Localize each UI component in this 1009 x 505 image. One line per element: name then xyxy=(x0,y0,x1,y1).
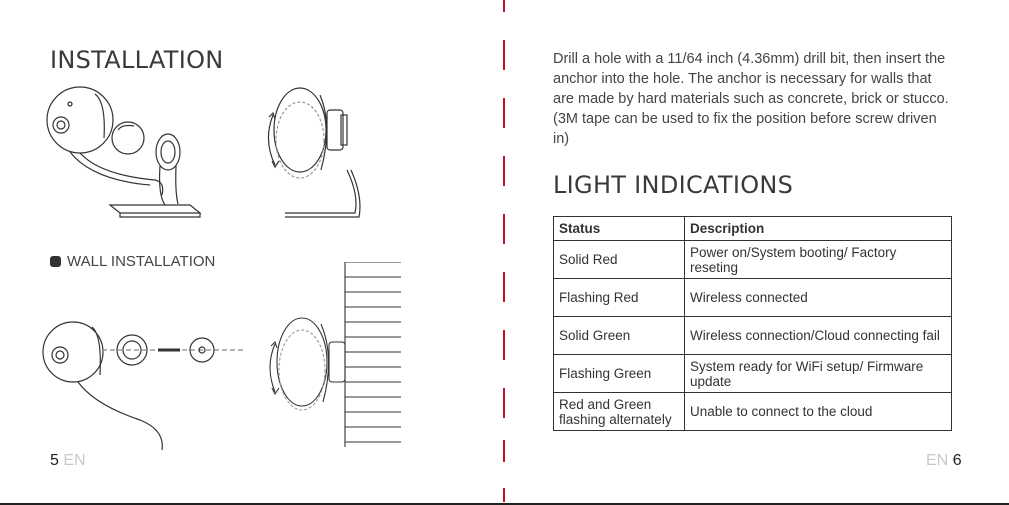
table-row xyxy=(554,317,952,355)
description-cell: System ready for WiFi setup/ Firmware update xyxy=(685,355,952,393)
desk-mount-illustration xyxy=(40,80,210,225)
light-indications-table xyxy=(553,216,952,431)
page-lang: EN xyxy=(63,452,86,469)
wall-installation-text: WALL INSTALLATION xyxy=(67,253,216,270)
table-header-row xyxy=(554,217,952,241)
light-indications-title: LIGHT INDICATIONS xyxy=(553,171,794,199)
installation-title: INSTALLATION xyxy=(50,46,224,74)
page-number: 6 xyxy=(952,452,962,469)
table-row xyxy=(554,393,952,431)
table-row xyxy=(554,279,952,317)
wall-rotation-illustration xyxy=(255,262,405,447)
description-header: Description xyxy=(685,217,952,241)
page-number: 5 xyxy=(50,452,59,469)
drill-instructions: Drill a hole with a 11/64 inch (4.36mm) drill bit, then insert the anchor into the hole. The anchor is necessary for walls that are made by hard materials such as concrete, brick or stucco. (3M tape can be used to fix the position before screw driven in) xyxy=(553,51,949,147)
description-cell: Unable to connect to the cloud xyxy=(685,393,952,431)
page-lang: EN xyxy=(926,452,949,469)
wall-mount-parts-illustration xyxy=(40,310,245,455)
status-cell: Red and Green flashing alternately xyxy=(554,393,685,431)
page-number-left xyxy=(50,452,86,470)
table-row xyxy=(554,355,952,393)
left-page xyxy=(0,0,504,505)
table-row xyxy=(554,241,952,279)
page-number-right xyxy=(926,452,962,470)
status-cell: Flashing Red xyxy=(554,279,685,317)
bullet-icon xyxy=(50,256,61,267)
status-header: Status xyxy=(554,217,685,241)
rotation-illustration xyxy=(255,85,385,220)
description-cell: Power on/System booting/ Factory reseting xyxy=(685,241,952,279)
description-cell: Wireless connection/Cloud connecting fail xyxy=(685,317,952,355)
status-cell: Solid Red xyxy=(554,241,685,279)
wall-installation-label xyxy=(50,253,215,270)
status-cell: Flashing Green xyxy=(554,355,685,393)
status-cell: Solid Green xyxy=(554,317,685,355)
description-cell: Wireless connected xyxy=(685,279,952,317)
